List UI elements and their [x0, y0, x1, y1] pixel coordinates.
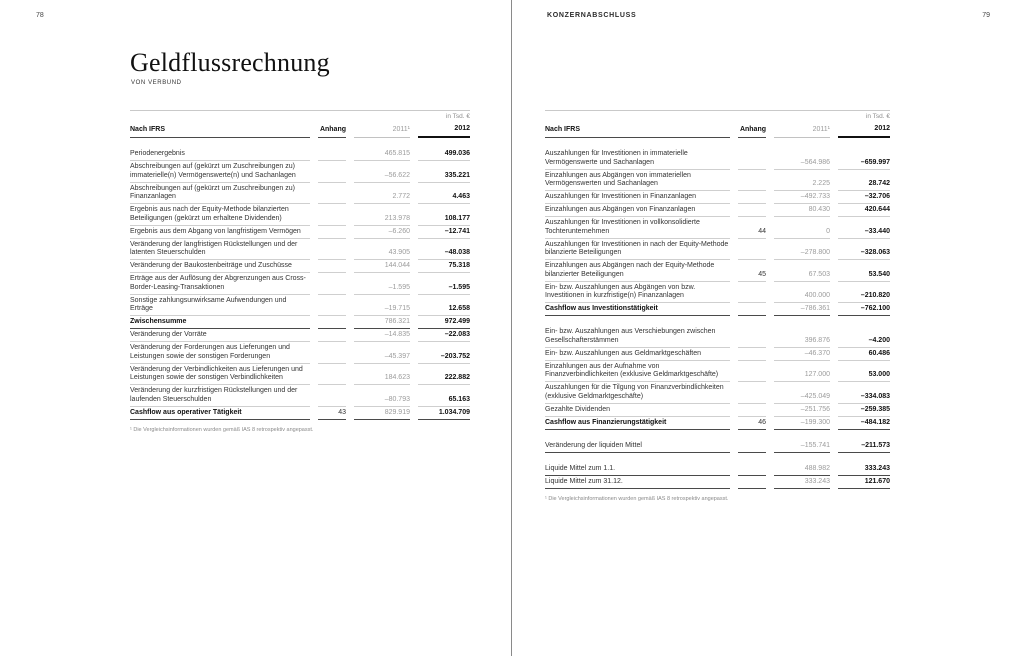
page-left — [0, 0, 511, 656]
running-header: KONZERNABSCHLUSS — [547, 12, 637, 19]
table-row — [130, 150, 470, 161]
value-2011: 465.815 — [354, 150, 410, 161]
value-2011: –56.622 — [354, 172, 410, 183]
value-2011: 488.982 — [774, 465, 830, 476]
value-2011: 333.243 — [774, 478, 830, 489]
row-label: Einzahlungen aus Abgängen von Finanzanlagen — [545, 206, 730, 217]
anhang-value — [738, 258, 766, 261]
footnote-left: ¹ Die Vergleichsinformationen wurden gemäß IAS 8 retrospektiv angepasst. — [130, 426, 314, 433]
table-row — [545, 284, 890, 304]
value-2011: 43.905 — [354, 249, 410, 260]
value-2012: 335.221 — [418, 172, 470, 183]
table-row — [130, 228, 470, 239]
value-2011: –80.793 — [354, 396, 410, 407]
value-2011: 144.044 — [354, 262, 410, 273]
cashflow-table-investing-financing — [545, 110, 890, 503]
column-header-anhang: Anhang — [318, 126, 346, 139]
footnote-right: ¹ Die Vergleichsinformationen wurden gemäß IAS 8 retrospektiv angepasst. — [545, 495, 729, 502]
column-header-2011: 2011¹ — [774, 126, 830, 139]
row-label: Cashflow aus Finanzierungstätigkeit — [545, 419, 730, 430]
row-label: Veränderung der Vorräte — [130, 331, 310, 342]
row-label: Veränderung der langfristigen Rückstellungen und der latenten Steuerschulden — [130, 241, 310, 261]
value-2012: –659.997 — [838, 159, 890, 170]
table-row — [545, 478, 890, 489]
row-label: Liquide Mittel zum 31.12. — [545, 478, 730, 489]
table-row — [545, 384, 890, 404]
value-2012: –33.440 — [838, 228, 890, 239]
anhang-value — [318, 202, 346, 205]
page-number-right: 79 — [982, 12, 990, 19]
column-header-2011: 2011¹ — [354, 126, 410, 139]
value-2011: –492.733 — [774, 193, 830, 204]
anhang-value: 44 — [738, 228, 766, 239]
table-row — [545, 219, 890, 239]
unit-label-right: in Tsd. € — [545, 110, 890, 125]
value-2012: –484.182 — [838, 419, 890, 430]
row-label: Auszahlungen für Investitionen in Finanzanlagen — [545, 193, 730, 204]
row-label: Auszahlungen für die Tilgung von Finanzverbindlichkeiten (exklusive Geldmarktgeschäfte) — [545, 384, 730, 404]
row-label: Veränderung der Baukostenbeiträge und Zuschüsse — [130, 262, 310, 273]
value-2012: 499.036 — [418, 150, 470, 161]
row-label: Erträge aus der Auflösung der Abgrenzungen aus Cross-Border-Leasing-Transaktionen — [130, 275, 310, 295]
table-row — [130, 366, 470, 386]
value-2012: –211.573 — [838, 442, 890, 453]
row-label: Abschreibungen auf (gekürzt um Zuschreibungen zu) Finanzanlagen — [130, 185, 310, 205]
anhang-value — [738, 167, 766, 170]
value-2012: 420.644 — [838, 206, 890, 217]
page-gutter-divider — [511, 0, 512, 656]
anhang-value — [738, 189, 766, 192]
table-row — [545, 193, 890, 204]
row-spacer — [545, 316, 890, 326]
row-label: Ein- bzw. Auszahlungen aus Verschiebungen zwischen Gesellschafterstämmen — [545, 328, 730, 348]
row-label: Gezahlte Dividenden — [545, 406, 730, 417]
value-2012: 60.486 — [838, 350, 890, 361]
value-2012: 4.463 — [418, 193, 470, 204]
row-label: Veränderung der liquiden Mittel — [545, 442, 730, 453]
table-row — [545, 350, 890, 361]
anhang-value — [318, 223, 346, 226]
row-label: Ergebnis aus dem Abgang von langfristigem Vermögen — [130, 228, 310, 239]
anhang-value: 43 — [318, 409, 346, 420]
row-label: Ein- bzw. Auszahlungen aus Abgängen von bzw. Investitionen in kurzfristige(n) Finanzanlagen — [545, 284, 730, 304]
value-2011: 786.321 — [354, 318, 410, 329]
anhang-value — [318, 314, 346, 317]
table-header-right — [545, 125, 890, 139]
value-2011: 127.000 — [774, 371, 830, 382]
value-2012: –1.595 — [418, 284, 470, 295]
value-2011: –1.595 — [354, 284, 410, 295]
table-row — [130, 318, 470, 329]
table-row — [545, 363, 890, 383]
value-2011: 80.430 — [774, 206, 830, 217]
row-label: Abschreibungen auf (gekürzt um Zuschreibungen zu) immaterielle(n) Vermögenswerte(n) und Sachanlagen — [130, 163, 310, 183]
value-2012: 972.499 — [418, 318, 470, 329]
anhang-value — [738, 314, 766, 317]
value-2011: –14.835 — [354, 331, 410, 342]
table-row — [545, 150, 890, 170]
row-spacer — [545, 138, 890, 148]
value-2012: 53.000 — [838, 371, 890, 382]
value-2012: –22.083 — [418, 331, 470, 342]
table-row — [130, 409, 470, 420]
anhang-value — [318, 383, 346, 386]
column-header-2012: 2012 — [838, 125, 890, 139]
value-2011: 67.503 — [774, 271, 830, 282]
anhang-value — [738, 450, 766, 453]
anhang-value — [738, 414, 766, 417]
value-2011: –786.361 — [774, 305, 830, 316]
anhang-value — [318, 271, 346, 274]
value-2012: –334.083 — [838, 393, 890, 404]
value-2012: 53.540 — [838, 271, 890, 282]
table-header-left — [130, 125, 470, 139]
anhang-value — [318, 236, 346, 239]
value-2012: 333.243 — [838, 465, 890, 476]
table-row — [545, 328, 890, 348]
anhang-value — [318, 258, 346, 261]
value-2011: 0 — [774, 228, 830, 239]
row-label: Veränderung der Forderungen aus Lieferungen und Leistungen sowie der sonstigen Forderungen — [130, 344, 310, 364]
value-2011: –45.397 — [354, 353, 410, 364]
table-row — [545, 442, 890, 453]
row-label: Sonstige zahlungsunwirksame Aufwendungen und Erträge — [130, 297, 310, 317]
table-row — [545, 465, 890, 476]
value-2011: 213.978 — [354, 215, 410, 226]
value-2012: 12.658 — [418, 305, 470, 316]
anhang-value — [318, 361, 346, 364]
row-label: Cashflow aus operativer Tätigkeit — [130, 409, 310, 420]
value-2012: –12.741 — [418, 228, 470, 239]
cashflow-table-operating — [130, 110, 470, 434]
row-label: Einzahlungen aus Abgängen nach der Equity-Methode bilanzierter Beteiligungen — [545, 262, 730, 282]
table-row — [545, 241, 890, 261]
row-label: Periodenergebnis — [130, 150, 310, 161]
anhang-value: 46 — [738, 419, 766, 430]
anhang-value — [318, 404, 346, 407]
value-2011: –6.260 — [354, 228, 410, 239]
row-label: Einzahlungen aus Abgängen von immateriellen Vermögenswerten und Sachanlagen — [545, 172, 730, 192]
row-label: Veränderung der kurzfristigen Rückstellungen und der laufenden Steuerschulden — [130, 387, 310, 407]
row-spacer — [545, 430, 890, 440]
row-label: Einzahlungen aus der Aufnahme von Finanzverbindlichkeiten (exklusive Geldmarktgeschäfte) — [545, 363, 730, 383]
page-right — [513, 0, 1024, 656]
value-2011: 829.919 — [354, 409, 410, 420]
value-2012: 65.163 — [418, 396, 470, 407]
anhang-value — [738, 358, 766, 361]
table-row — [130, 331, 470, 342]
table-body-left — [130, 138, 470, 420]
table-row — [130, 275, 470, 295]
table-row — [130, 163, 470, 183]
anhang-value: 45 — [738, 271, 766, 282]
table-row — [545, 419, 890, 430]
value-2012: –48.038 — [418, 249, 470, 260]
table-row — [130, 185, 470, 205]
anhang-value — [738, 215, 766, 218]
table-row — [130, 297, 470, 317]
value-2012: –203.752 — [418, 353, 470, 364]
row-label: Cashflow aus Investitionstätigkeit — [545, 305, 730, 316]
column-header-nach-ifrs: Nach IFRS — [545, 126, 730, 139]
value-2011: –251.756 — [774, 406, 830, 417]
table-row — [545, 262, 890, 282]
value-2011: –46.370 — [774, 350, 830, 361]
value-2012: 108.177 — [418, 215, 470, 226]
value-2012: –328.063 — [838, 249, 890, 260]
row-spacer — [545, 453, 890, 463]
anhang-value — [738, 202, 766, 205]
anhang-value — [738, 345, 766, 348]
value-2012: 121.670 — [838, 478, 890, 489]
value-2011: –155.741 — [774, 442, 830, 453]
value-2012: –210.820 — [838, 292, 890, 303]
anhang-value — [318, 327, 346, 330]
value-2011: 396.876 — [774, 337, 830, 348]
value-2012: –32.706 — [838, 193, 890, 204]
anhang-value — [738, 301, 766, 304]
anhang-value — [318, 180, 346, 183]
anhang-value — [738, 486, 766, 489]
table-body-right — [545, 138, 890, 489]
row-label: Liquide Mittel zum 1.1. — [545, 465, 730, 476]
table-row — [545, 406, 890, 417]
anhang-value — [318, 159, 346, 162]
value-2012: 28.742 — [838, 180, 890, 191]
table-row — [545, 305, 890, 316]
table-row — [130, 387, 470, 407]
value-2012: –762.100 — [838, 305, 890, 316]
value-2011: –425.049 — [774, 393, 830, 404]
value-2012: –4.200 — [838, 337, 890, 348]
column-header-nach-ifrs: Nach IFRS — [130, 126, 310, 139]
table-row — [130, 262, 470, 273]
row-spacer — [130, 138, 470, 148]
page-number-left: 78 — [36, 12, 44, 19]
row-label: Ergebnis aus nach der Equity-Methode bilanzierten Beteiligungen (gekürzt um erhaltene Dividenden) — [130, 206, 310, 226]
page-title: Geldflussrechnung — [130, 48, 330, 77]
row-label: Zwischensumme — [130, 318, 310, 329]
anhang-value — [738, 380, 766, 383]
row-label: Auszahlungen für Investitionen in vollkonsolidierte Tochterunternehmen — [545, 219, 730, 239]
table-row — [545, 206, 890, 217]
table-row — [130, 241, 470, 261]
value-2012: –259.385 — [838, 406, 890, 417]
table-row — [130, 206, 470, 226]
value-2011: 2.225 — [774, 180, 830, 191]
column-header-anhang: Anhang — [738, 126, 766, 139]
value-2011: –564.986 — [774, 159, 830, 170]
value-2012: 222.882 — [418, 374, 470, 385]
page-subtitle: VON VERBUND — [131, 80, 182, 86]
row-label: Ein- bzw. Auszahlungen aus Geldmarktgeschäften — [545, 350, 730, 361]
value-2011: –278.800 — [774, 249, 830, 260]
row-label: Auszahlungen für Investitionen in nach der Equity-Methode bilanzierte Beteiligungen — [545, 241, 730, 261]
anhang-value — [738, 401, 766, 404]
anhang-value — [318, 340, 346, 343]
value-2012: 1.034.709 — [418, 409, 470, 420]
anhang-value — [318, 292, 346, 295]
anhang-value — [738, 473, 766, 476]
value-2011: 184.623 — [354, 374, 410, 385]
unit-label-left: in Tsd. € — [130, 110, 470, 125]
row-label: Veränderung der Verbindlichkeiten aus Lieferungen und Leistungen sowie der sonstigen Verbindlichkeiten — [130, 366, 310, 386]
column-header-2012: 2012 — [418, 125, 470, 139]
value-2011: –19.715 — [354, 305, 410, 316]
value-2012: 75.318 — [418, 262, 470, 273]
table-row — [545, 172, 890, 192]
table-row — [130, 344, 470, 364]
value-2011: –199.300 — [774, 419, 830, 430]
value-2011: 400.000 — [774, 292, 830, 303]
row-label: Auszahlungen für Investitionen in immaterielle Vermögenswerte und Sachanlagen — [545, 150, 730, 170]
value-2011: 2.772 — [354, 193, 410, 204]
